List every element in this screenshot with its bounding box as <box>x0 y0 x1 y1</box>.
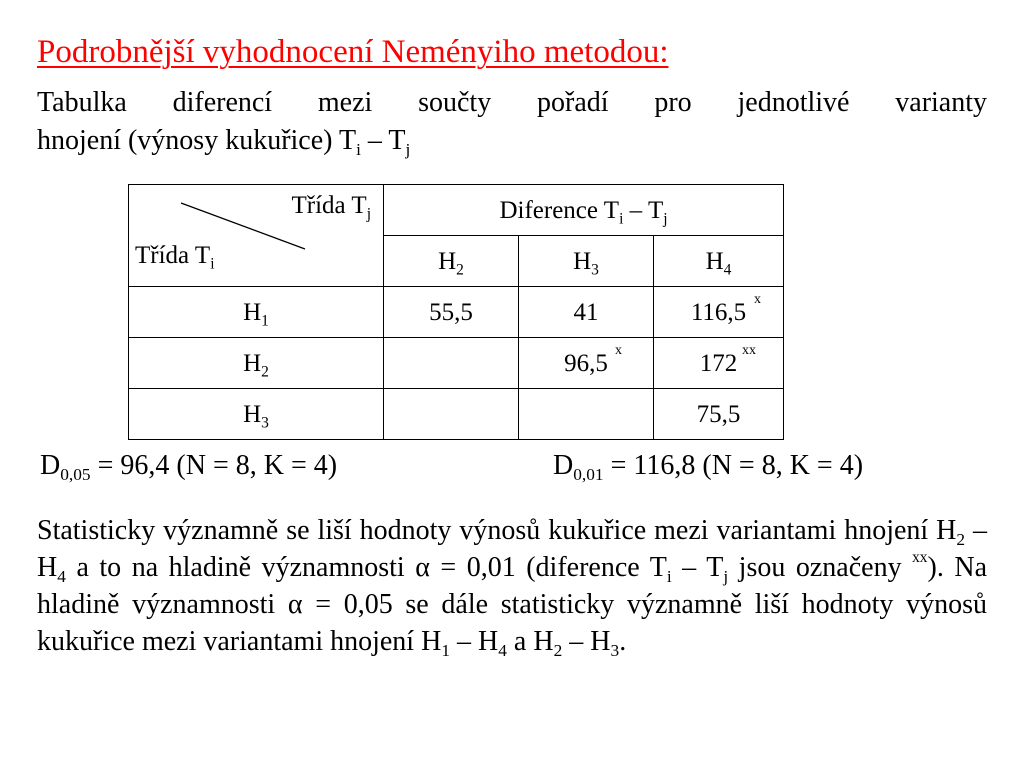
table-cell <box>519 287 654 338</box>
conclusion-part: Statisticky významně se liší hodnoty výnosů kukuřice mezi variantami hnojení H <box>37 515 957 546</box>
conclusion-part: a H <box>506 626 554 657</box>
d01-text: = 116,8 (N = 8, K = 4) <box>603 450 864 481</box>
conclusion-sub: i <box>666 567 672 587</box>
table-cell <box>654 287 784 338</box>
d01-prefix: D <box>553 450 574 481</box>
header-group-sub-i: i <box>619 209 624 227</box>
intro-text <box>37 84 987 160</box>
conclusion-sub: 2 <box>553 641 563 661</box>
table-cell <box>654 389 784 440</box>
table-cell <box>519 389 654 440</box>
corner-top-text: Třída T <box>291 192 367 219</box>
intro-line-2 <box>37 125 411 160</box>
table-cell <box>519 338 654 389</box>
conclusion-sub: j <box>723 567 729 587</box>
d05-sub: 0,05 <box>60 465 91 485</box>
corner-bottom-sub: i <box>210 255 215 273</box>
intro-sub-i: i <box>356 140 361 160</box>
conclusion-part: – H <box>562 626 611 657</box>
corner-label-tj <box>291 192 371 223</box>
table-row <box>129 389 784 440</box>
slide-title: Podrobnější vyhodnocení Neményiho metodou: <box>37 34 669 70</box>
significance-mark: xx <box>742 343 756 358</box>
header-group-sub-j: j <box>663 209 668 227</box>
table-corner-cell <box>129 185 384 287</box>
conclusion-part: – H <box>37 515 987 583</box>
column-sub: 3 <box>591 260 599 278</box>
conclusion-part: – T <box>671 552 724 583</box>
intro-dash: – T <box>360 125 406 156</box>
conclusion-sub: 2 <box>956 530 966 550</box>
column-header-h3 <box>519 236 654 287</box>
table-cell <box>384 338 519 389</box>
row-sub: 2 <box>261 362 269 380</box>
conclusion-sup: xx <box>912 549 928 567</box>
cell-value: 116,5 <box>690 298 747 326</box>
corner-bottom-text: Třída T <box>135 242 211 269</box>
d05-prefix: D <box>40 450 61 481</box>
row-sub: 3 <box>261 413 269 431</box>
conclusion-part: . <box>619 626 627 657</box>
row-header-h1 <box>129 287 384 338</box>
column-sub: 4 <box>723 260 732 278</box>
conclusion-sub: 4 <box>498 641 507 661</box>
column-header-h4 <box>654 236 784 287</box>
column-sub: 2 <box>456 260 464 278</box>
row-letter: H <box>243 400 262 428</box>
conclusion-part: – H <box>450 626 499 657</box>
header-group-cell <box>384 185 784 236</box>
row-header-h2 <box>129 338 384 389</box>
difference-table <box>128 184 784 440</box>
cell-value: 55,5 <box>429 298 473 326</box>
row-letter: H <box>243 298 262 326</box>
cell-value: 75,5 <box>696 400 741 428</box>
significance-mark: x <box>615 343 622 358</box>
row-sub: 1 <box>261 311 269 329</box>
significance-mark: x <box>754 292 761 307</box>
intro-line-1: Tabulka diferencí mezi součty pořadí pro jednotlivé varianty <box>37 87 987 118</box>
conclusion-paragraph <box>37 512 987 660</box>
conclusion-sub: 3 <box>610 641 620 661</box>
table-row <box>129 338 784 389</box>
table-cell <box>384 287 519 338</box>
column-letter: H <box>705 247 724 275</box>
table-row <box>129 287 784 338</box>
column-letter: H <box>573 247 592 275</box>
table-cell <box>384 389 519 440</box>
d01-sub: 0,01 <box>573 465 604 485</box>
corner-label-ti <box>135 242 215 273</box>
conclusion-sub: 1 <box>441 641 450 661</box>
cell-value: 96,5 <box>564 349 608 377</box>
conclusion-part: ). Na hladině významnosti α = 0,05 se dále statisticky významně liší hodnoty výnosů kukuřice mezi variantami hnojení H <box>37 552 987 657</box>
table-cell <box>654 338 784 389</box>
intro-sub-j: j <box>405 140 411 160</box>
header-group-text: Diference T <box>499 196 620 224</box>
conclusion-part: jsou označeny <box>728 552 913 583</box>
column-letter: H <box>438 247 457 275</box>
cell-value: 172 <box>699 349 738 377</box>
intro-line-2-prefix: hnojení (výnosy kukuřice) T <box>37 125 357 156</box>
critical-value-005 <box>40 448 337 484</box>
conclusion-part: a to na hladině významnosti α = 0,01 (diference T <box>65 552 667 583</box>
row-letter: H <box>243 349 262 377</box>
cell-value: 41 <box>573 298 599 326</box>
row-header-h3 <box>129 389 384 440</box>
corner-top-sub: j <box>366 205 371 223</box>
column-header-h2 <box>384 236 519 287</box>
conclusion-sub: 4 <box>57 567 66 587</box>
header-group-mid: – T <box>623 196 664 224</box>
critical-value-001 <box>553 448 863 484</box>
d05-text: = 96,4 (N = 8, K = 4) <box>90 450 338 481</box>
